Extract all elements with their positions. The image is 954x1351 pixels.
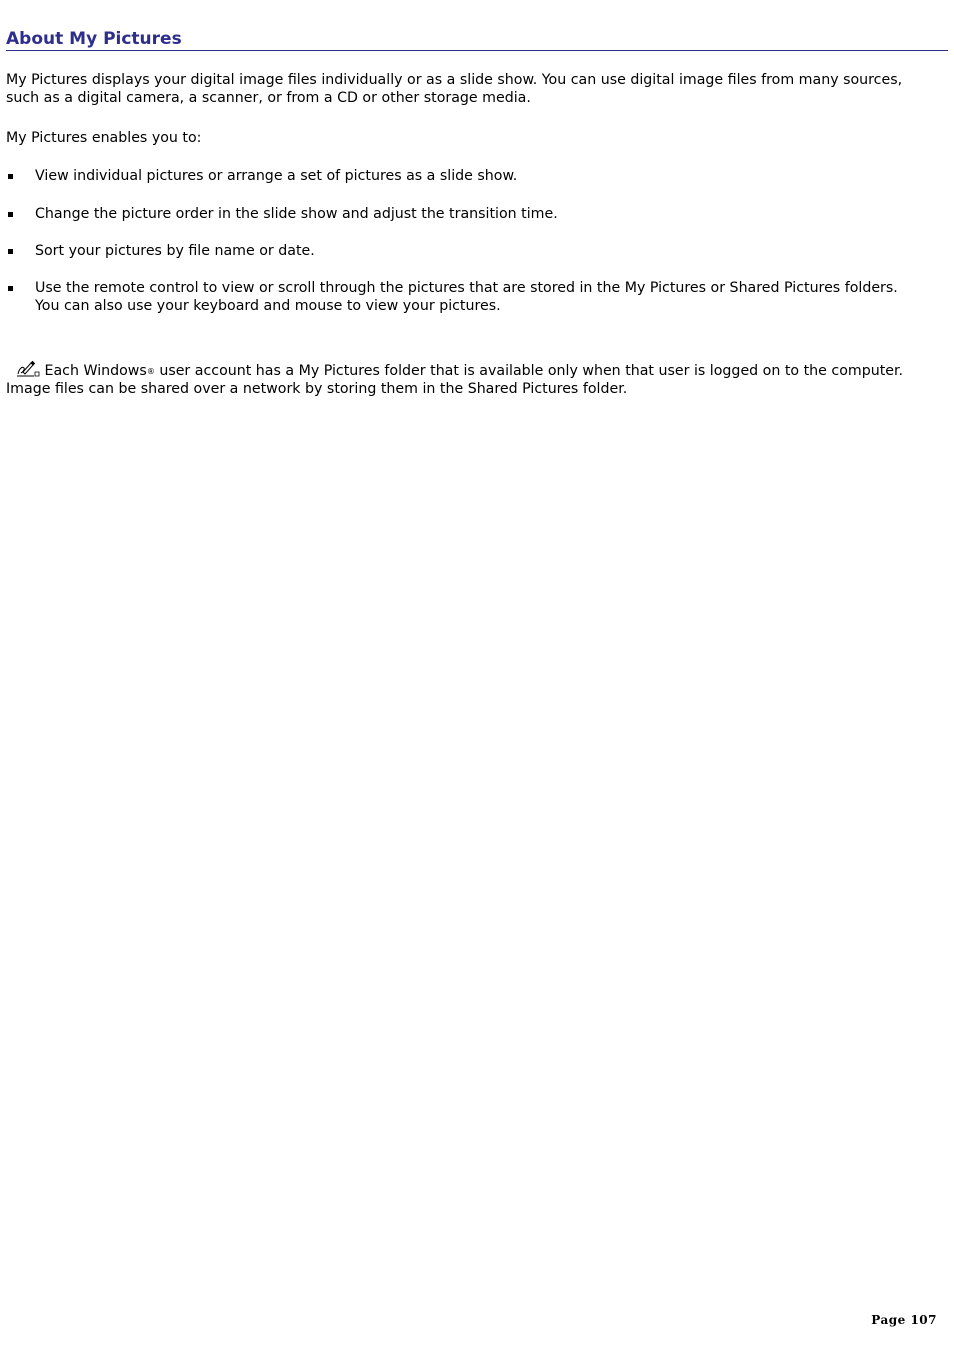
enables-paragraph: My Pictures enables you to: (6, 130, 202, 146)
list-item-text: Change the picture order in the slide show and adjust the transition time. (35, 206, 558, 222)
note-text-suffix: user account has a My Pictures folder that is available only when that user is logged on to the computer. Image files can be shared over a network by storing them in the Shared Pictures folder. (6, 363, 904, 397)
page-title: About My Pictures (6, 29, 948, 51)
bullet-square-icon (8, 249, 13, 254)
note-paragraph (6, 360, 936, 398)
note-text-prefix: Each Windows (44, 363, 147, 380)
list-item-text: View individual pictures or arrange a set of pictures as a slide show. (35, 168, 518, 184)
list-item-text: Use the remote control to view or scroll through the pictures that are stored in the My Pictures or Shared Pictures folders. You can also use your keyboard and mouse to view your pictures. (35, 280, 898, 314)
registered-mark: ® (146, 367, 155, 377)
page-number: Page 107 (871, 1313, 937, 1327)
bullet-square-icon (8, 212, 13, 217)
bullet-square-icon (8, 174, 13, 179)
list-item-text: Sort your pictures by file name or date. (35, 243, 315, 259)
note-pen-icon (14, 360, 40, 378)
intro-paragraph: My Pictures displays your digital image files individually or as a slide show. You can use digital image files from many sources, such as a digital camera, a scanner, or from a CD or other storage media. (6, 72, 903, 106)
bullet-square-icon (8, 286, 13, 291)
